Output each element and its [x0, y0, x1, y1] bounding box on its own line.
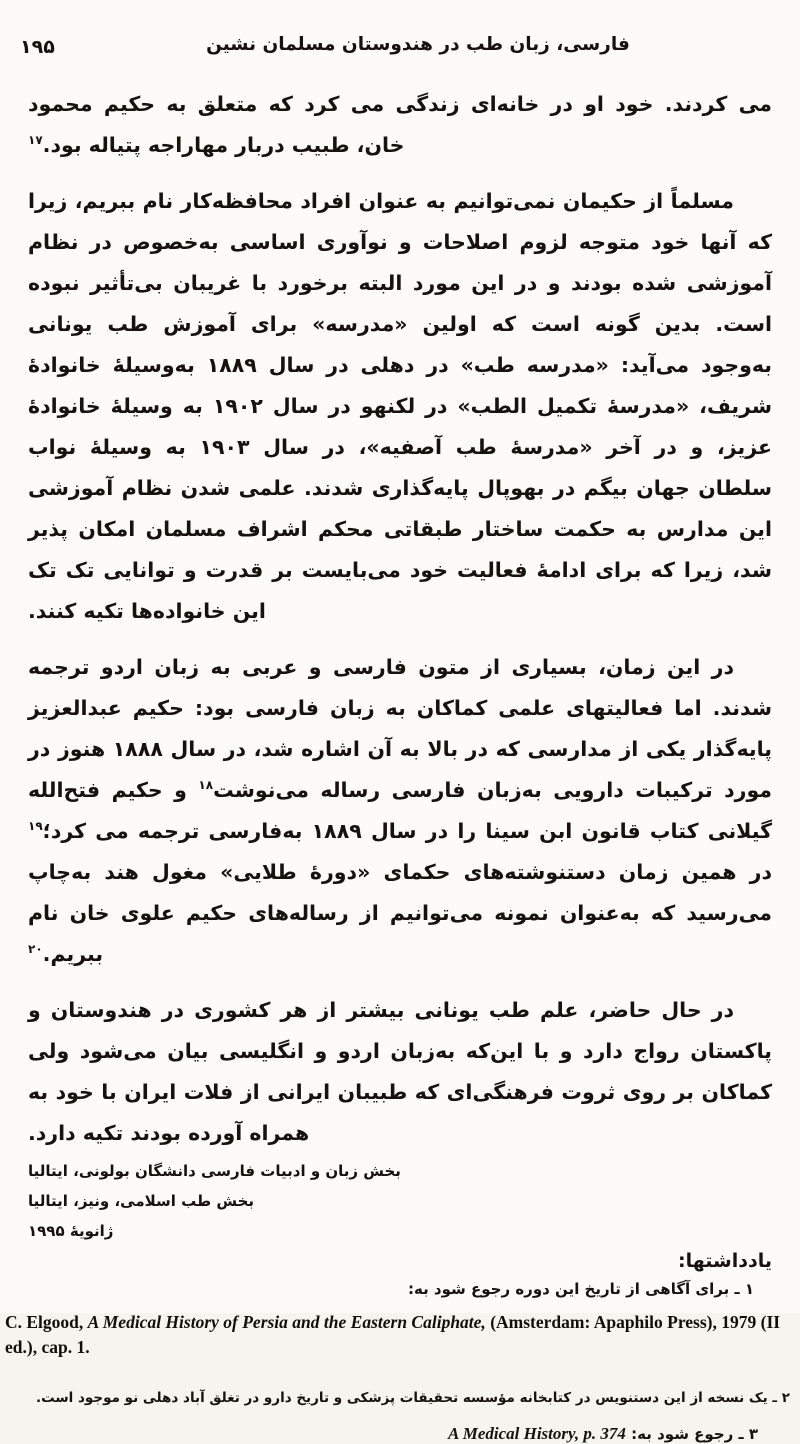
- page-number: ۱۹۵: [20, 36, 55, 58]
- citation-publisher: (Amsterdam: Apaphilo Press), 1979 (II ed.), cap. 1.: [5, 1312, 781, 1357]
- signature-line-affiliation-2: بخش طب اسلامی، ونیز، ایتالیا: [28, 1192, 255, 1210]
- paragraph-text: می کردند. خود او در خانه‌ای زندگی می کرد که متعلق به حکیم محمود خان، طبیب دربار مهاراجه پتیاله بود.: [28, 92, 772, 157]
- note-3-latin: A Medical History, p. 374: [448, 1424, 626, 1443]
- page-title: فارسی، زبان طب در هندوستان مسلمان نشین: [206, 34, 630, 55]
- citation: [5, 1310, 792, 1360]
- footnote-ref: ۱۷: [28, 133, 43, 148]
- citation-title: A Medical History of Persia and the Eastern Caliphate,: [87, 1312, 491, 1332]
- paragraph: [28, 647, 772, 975]
- page-header: [20, 34, 772, 78]
- notes-section: [5, 1250, 790, 1444]
- notes-heading: یادداشتها:: [678, 1250, 772, 1272]
- paragraph-text: مسلماً از حکیمان نمی‌توانیم به عنوان افراد محافظه‌کار نام ببریم، زیرا که آنها خود متوجه لزوم اصلاحات و نوآوری اساسی به‌خصوص در نظام آموزشی شده بودند و در این مورد البته برخورد با غریبان بی‌تأثیر نبوده است. بدین گونه است که اولین «مدرسه» برای آموزش طب یونانی به‌وجود می‌آید: «مدرسه طب» در دهلی در سال ۱۸۸۹ به‌وسیلهٔ خانوادهٔ شریف، «مدرسهٔ تکمیل الطب» در لکنهو در سال ۱۹۰۲ به وسیلهٔ خانوادهٔ عزیز، و در آخر «مدرسهٔ طب آصفیه»، در سال ۱۹۰۳ به وسیلهٔ نواب سلطان جهان بیگم در بهوپال پایه‌گذاری شدند. علمی شدن نظام آموزشی این مدارس به حکمت ساختار طبقاتی محکم اشراف مسلمان امکان پذیر شد، زیرا که برای ادامهٔ فعالیت خود می‌بایست بر قدرت و توانایی تک تک این خانواده‌ها تکیه کنند.: [28, 189, 772, 623]
- citation-author: C. Elgood,: [5, 1312, 88, 1332]
- paragraph: [28, 181, 772, 632]
- paragraph-text: و حکیم فتح‌الله گیلانی کتاب قانون ابن سینا را در سال ۱۸۸۹ به‌فارسی ترجمه می کرد؛: [28, 778, 772, 843]
- paragraph-text: در حال حاضر، علم طب یونانی بیشتر از هر کشوری در هندوستان و پاکستان رواج دارد و با این‌که به‌زبان اردو و انگلیسی بیان می‌شود ولی کماکان بر روی ثروت فرهنگی‌ای که طبیبان ایرانی از فلات ایران با خود به همراه آورده بودند تکیه دارد.: [28, 998, 772, 1145]
- note-2: ۲ ـ یک نسخه از این دستنویس در کتابخانه مؤسسه تحقیقات پزشکی و تاریخ دارو در تغلق آباد دهلی نو موجود است.: [35, 1390, 790, 1406]
- signature-block: [28, 1160, 772, 1243]
- footnote-ref: ۱۸: [198, 778, 214, 793]
- note-3-persian: ۳ ـ رجوع شود به:: [625, 1425, 758, 1443]
- footnote-ref: ۱۹: [28, 819, 43, 834]
- paragraph: [28, 84, 772, 166]
- note-3: [28, 1424, 772, 1444]
- paragraph-text: در همین زمان دستنوشته‌های حکمای «دورهٔ طلایی» مغول هند به‌چاپ می‌رسید که به‌عنوان نمونه می‌توانیم از رساله‌های حکیم علوی خان نام ببریم.: [28, 860, 772, 966]
- footnote-ref: ۲۰: [28, 942, 43, 957]
- paragraph-text: در این زمان، بسیاری از متون فارسی و عربی به زبان اردو ترجمه شدند. اما فعالیتهای علمی کماکان به زبان فارسی بود: حکیم عبدالعزیز پایه‌گذار یکی از مدارسی که در بالا به آن اشاره شد، در سال ۱۸۸۸ هنوز در مورد ترکیبات دارویی به‌زبان فارسی رساله می‌نوشت: [28, 655, 772, 802]
- body-paragraphs: [28, 84, 772, 1154]
- signature-line-affiliation-1: بخش زبان و ادبیات فارسی دانشگان بولونی، ایتالیا: [28, 1162, 401, 1180]
- note-1: ۱ ـ برای آگاهی از تاریخ این دوره رجوع شود به:: [407, 1280, 754, 1298]
- signature-line-date: ژانویهٔ ۱۹۹۵: [28, 1222, 114, 1240]
- paragraph: [28, 990, 772, 1154]
